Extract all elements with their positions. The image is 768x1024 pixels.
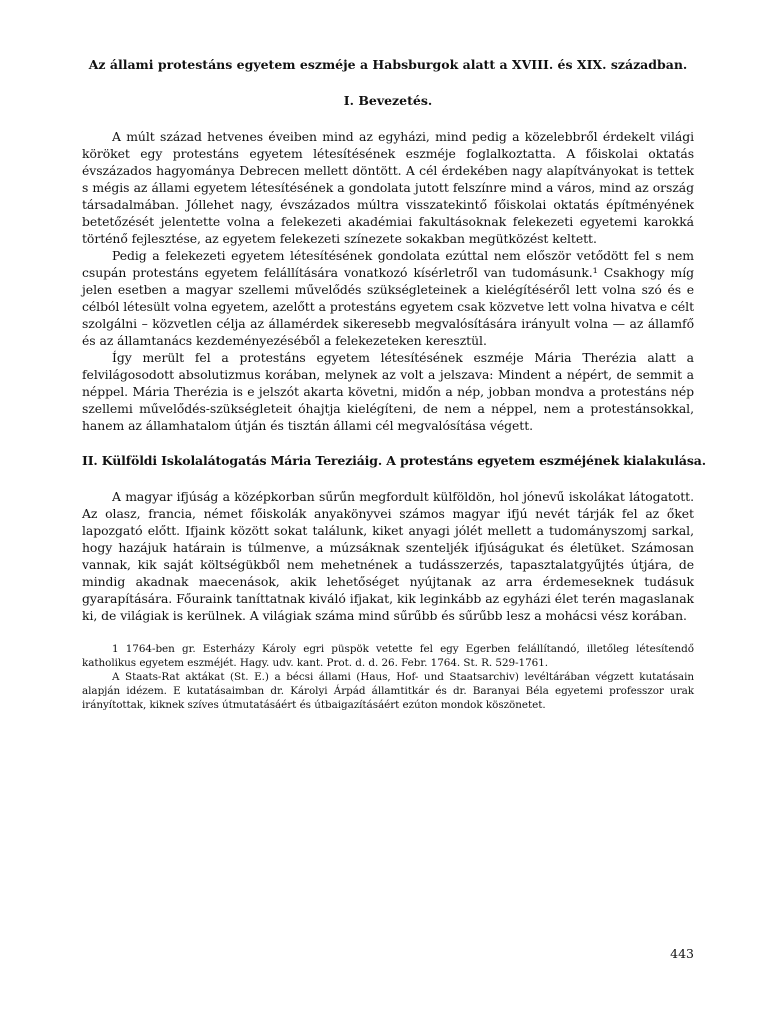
section-heading-introduction: I. Bevezetés.	[343, 93, 433, 108]
document-title: Az állami protestáns egyetem eszméje a Habsburgok alatt a XVIII. és XIX. században.	[88, 57, 688, 72]
page-number: 443	[670, 946, 694, 961]
body-paragraph: Pedig a felekezeti egyetem létesítésének gondolata ezúttal nem először vetődött fel s nem csupán protestáns egyetem felállítására vonatkozó kísérletről van tudomásunk.¹ Csakhogy míg jelen esetben a magyar szellemi művelődés szükségleteinek a kielégítéséről lett volna szó és e célból létesült volna egyetem, azelőtt a protestáns egyetem csak közvetve lett volna hivatva e célt szolgálni – közvetlen célja az államérdek sikeresebb megvalósítására irányult volna — az államfő és az államtanács kezdeményezéséből a felekezeteken keresztül.	[82, 248, 694, 348]
footnotes	[82, 642, 694, 712]
footnote: A Staats-Rat aktákat (St. E.) a bécsi állami (Haus, Hof- und Staatsarchiv) levéltárában végzett kutatásain alapján idézem. E kutatásaimban dr. Károlyi Árpád államtitkár és dr. Baranyai Béla egyetemi professzor urak irányítottak, kiknek szíves útmutatásáért és útbaigazításáért ezúton mondok köszönetet.	[82, 671, 694, 711]
body-paragraph: A magyar ifjúság a középkorban sűrűn megfordult külföldön, hol jónevű iskolákat látogatott. Az olasz, francia, német főiskolák anyakönyvei számos magyar ifjú nevét tárják fel az őket lapozgató előtt. Ifjaink között sokat találunk, kiket anyagi jólét mellett a tudományszomj sarkal, hogy hazájuk határain is túlmenve, a múzsáknak szenteljék ifjúságukat és életüket. Számosan vannak, kik saját költségükből nem mehetnének a tudásszerzés, tapasztalatgyűjtés útjára, de mindig akadnak maecenások, akik lehetőséget nyújtanak az arra érdemeseknek tudásuk gyarapítására. Főuraink taníttatnak kiváló ifjakat, kik leginkább az egyházi élet terén magaslanak ki, de világiak is kerülnek. A világiak száma mind sűrűbb és sűrűbb lesz a mohácsi vész korában.	[82, 489, 694, 623]
document-page	[82, 56, 706, 712]
body-paragraph: Így merült fel a protestáns egyetem létesítésének eszméje Mária Therézia alatt a felvilágosodott absolutizmus korában, melynek az volt a jelszava: Mindent a népért, de semmit a néppel. Mária Therézia is e jelszót akarta követni, midőn a nép, jobban mondva a protestáns nép szellemi művelődés-szükségleteit óhajtja kielégíteni, de nem a néppel, nem a protestánsokkal, hanem az államhatalom útján és tisztán állami cél megvalósítása végett.	[82, 350, 694, 433]
footnote: 1 1764-ben gr. Esterházy Károly egri püspök vetette fel egy Egerben felállítandó, illetőleg létesítendő katholikus egyetem eszméjét. Hagy. udv. kant. Prot. d. d. 26. Febr. 1764. St. R. 529-1761.	[82, 643, 694, 669]
body-paragraph: A múlt század hetvenes éveiben mind az egyházi, mind pedig a közelebbről érdekelt világi köröket egy protestáns egyetem létesítésének eszméje foglalkoztatta. A főiskolai oktatás évszázados hagyománya Debrecen mellett döntött. A cél érdekében nagy alapítványokat is tettek s mégis az állami egyetem létesítésének a gondolata jutott felszínre mind a város, mind az ország társadalmában. Jóllehet nagy, évszázados múltra visszatekintő főiskolai oktatás építményének betetőzését jelentette volna a felekezeti akadémiai fakultásoknak felekezeti egyetemi karokká történő fejlesztése, az egyetem felekezeti színezete sokakban megütközést keltett.	[82, 129, 694, 246]
section-heading-foreign-schooling: II. Külföldi Iskolalátogatás Mária Tereziáig. A protestáns egyetem eszméjének kialakulása.	[82, 453, 706, 468]
